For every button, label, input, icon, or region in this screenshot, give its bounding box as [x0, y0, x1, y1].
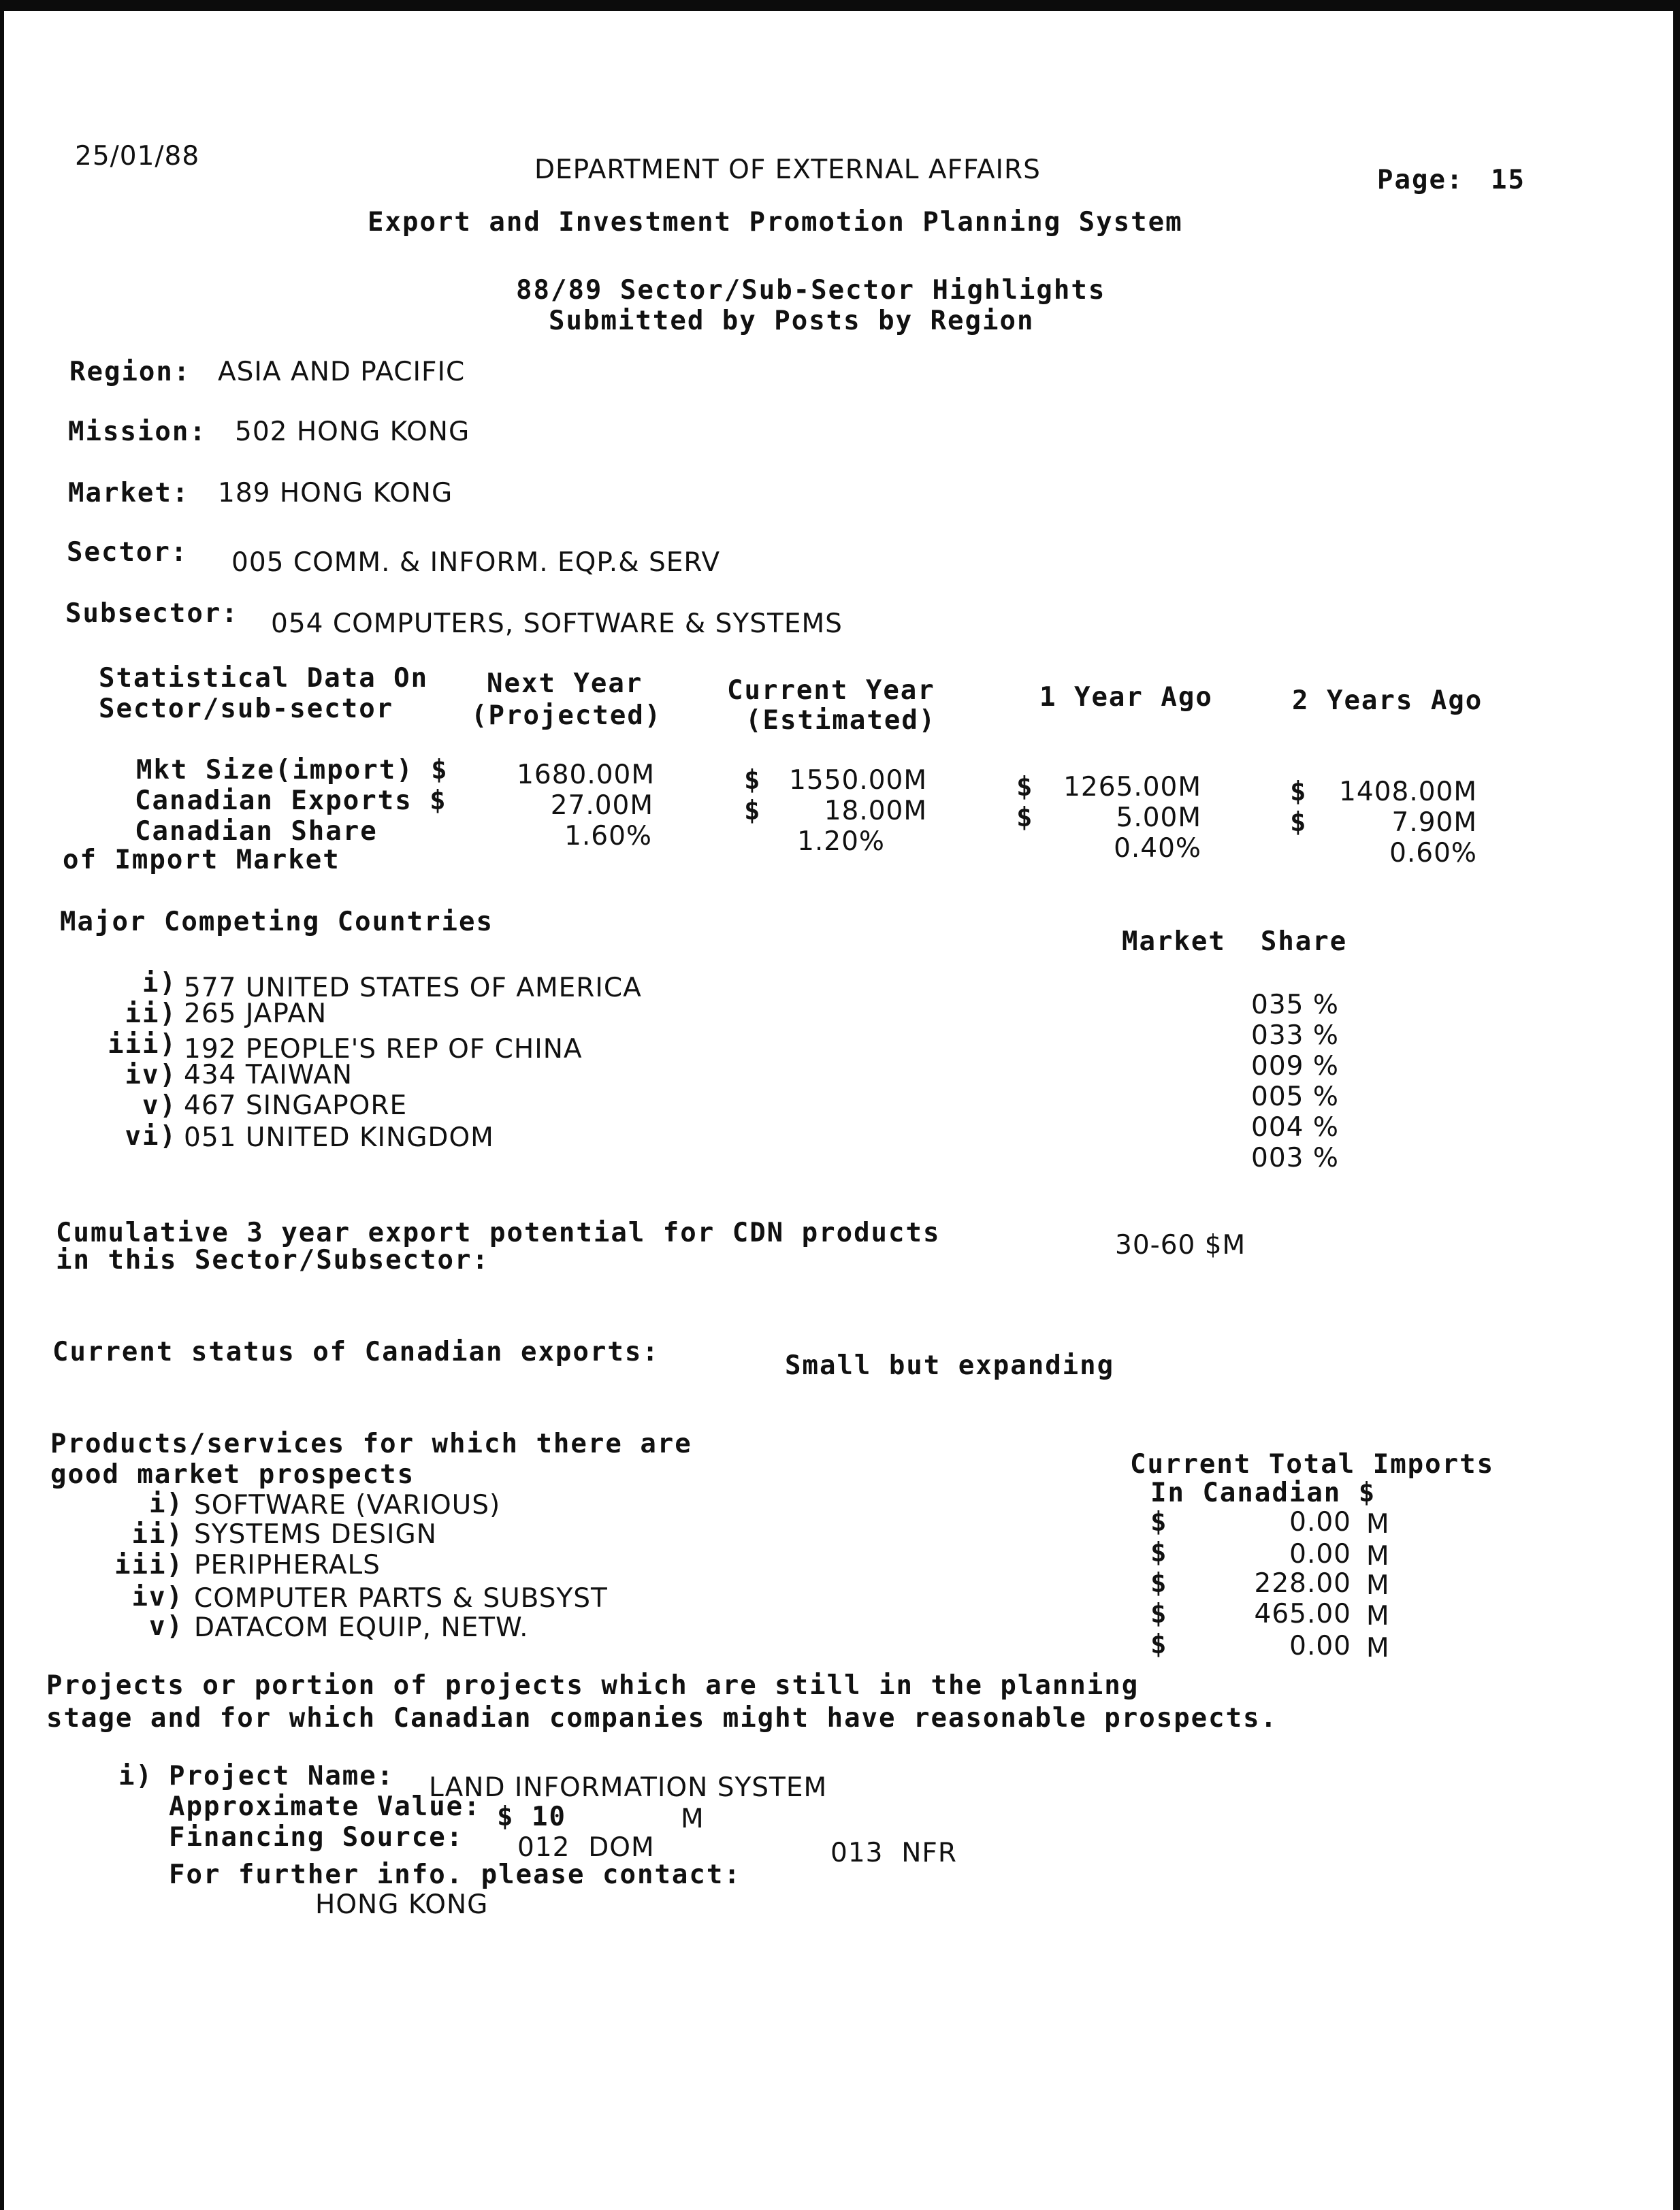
import-currency: $	[1150, 1568, 1168, 1599]
import-currency: $	[1150, 1599, 1168, 1629]
competitor-num: i)	[142, 968, 177, 998]
imports-heading-line2: In Canadian $	[1150, 1478, 1376, 1508]
projects-intro-line1: Projects or portion of projects which are still in the planning	[46, 1670, 1140, 1701]
prospect-name: SOFTWARE (VARIOUS)	[194, 1490, 501, 1521]
row-canadian-exports-label: Canadian Exports $	[135, 785, 447, 816]
competitor-num: iii)	[108, 1029, 177, 1060]
import-unit: M	[1366, 1509, 1390, 1540]
mkt-size-next: 1680.00M	[517, 760, 655, 790]
share-2ago: 0.60%	[1389, 838, 1477, 868]
exports-1ago-currency: $	[1016, 802, 1034, 833]
export-potential-value: 30-60 $M	[1115, 1230, 1246, 1261]
prospect-num: ii)	[131, 1519, 184, 1550]
import-amount: 0.00	[1289, 1539, 1351, 1570]
region-label: Region:	[69, 357, 191, 387]
export-potential-label-line2: in this Sector/Subsector:	[56, 1245, 489, 1275]
competitor-name: 192 PEOPLE'S REP OF CHINA	[184, 1034, 583, 1065]
exports-2ago-currency: $	[1290, 807, 1308, 838]
import-currency: $	[1150, 1538, 1168, 1568]
project-name-label: Project Name:	[169, 1761, 395, 1791]
share-next: 1.60%	[564, 821, 652, 851]
row-canadian-share-label: Canadian Share	[135, 816, 378, 847]
department-name: DEPARTMENT OF EXTERNAL AFFAIRS	[534, 155, 1041, 185]
mission-value: 502 HONG KONG	[235, 417, 470, 447]
exports-next: 27.00M	[550, 790, 653, 821]
system-title: Export and Investment Promotion Planning System	[368, 207, 1183, 238]
row-mkt-size-label: Mkt Size(import) $	[136, 755, 449, 785]
col-next-year: Next Year	[487, 668, 643, 699]
col-next-year-sub: (Projected)	[471, 700, 662, 731]
prospect-num: v)	[149, 1611, 184, 1642]
prospect-num: i)	[149, 1489, 184, 1519]
prospect-name: PERIPHERALS	[194, 1550, 381, 1580]
competitor-name: 265 JAPAN	[184, 998, 327, 1029]
share-current: 1.20%	[797, 826, 885, 857]
competitor-num: iv)	[125, 1060, 177, 1090]
scan-edge-top	[0, 0, 1680, 11]
market-share-value: 009 %	[1251, 1051, 1339, 1082]
stats-heading-line1: Statistical Data On	[99, 663, 429, 694]
market-label: Market:	[68, 478, 190, 508]
col-current-year-sub: (Estimated)	[745, 705, 937, 736]
project-value-amount: $ 10	[497, 1802, 566, 1832]
market-share-value: 004 %	[1251, 1112, 1339, 1143]
subsector-value: 054 COMPUTERS, SOFTWARE & SYSTEMS	[271, 608, 843, 639]
page-number: 15	[1491, 165, 1525, 195]
exports-current-currency: $	[744, 796, 762, 826]
exports-current: 18.00M	[824, 796, 927, 826]
share-1ago: 0.40%	[1114, 833, 1201, 864]
prospect-name: DATACOM EQUIP, NETW.	[194, 1612, 529, 1643]
import-unit: M	[1366, 1633, 1390, 1663]
sector-label: Sector:	[67, 537, 189, 568]
project-num: i)	[118, 1761, 153, 1791]
projects-intro-line2: stage and for which Canadian companies might have reasonable prospects.	[46, 1703, 1278, 1734]
market-share-value: 003 %	[1251, 1143, 1339, 1173]
competitor-num: v)	[142, 1090, 177, 1121]
page-label: Page:	[1377, 165, 1464, 195]
competitor-num: ii)	[125, 998, 177, 1029]
mkt-size-1ago-currency: $	[1016, 772, 1034, 802]
import-amount: 465.00	[1254, 1599, 1351, 1629]
mkt-size-2ago-currency: $	[1290, 777, 1308, 807]
imports-heading-line1: Current Total Imports	[1130, 1449, 1495, 1480]
market-value: 189 HONG KONG	[218, 478, 453, 508]
prospect-name: SYSTEMS DESIGN	[194, 1519, 437, 1550]
report-title: 88/89 Sector/Sub-Sector Highlights	[516, 275, 1106, 306]
contact-label: For further info. please contact:	[169, 1859, 741, 1890]
export-potential-label-line1: Cumulative 3 year export potential for CDN products	[56, 1218, 941, 1248]
stats-heading-line2: Sector/sub-sector	[99, 694, 394, 724]
import-currency: $	[1150, 1507, 1168, 1538]
import-amount: 0.00	[1289, 1631, 1351, 1661]
scan-edge-left	[0, 0, 4, 2210]
competitor-name: 051 UNITED KINGDOM	[184, 1122, 494, 1153]
project-value-unit: M	[681, 1804, 705, 1834]
prospects-label-line1: Products/services for which there are	[50, 1429, 692, 1459]
market-share-heading: Market Share	[1122, 926, 1348, 957]
financing-source-2: 013 NFR	[830, 1838, 957, 1868]
import-amount: 0.00	[1289, 1507, 1351, 1538]
prospect-num: iii)	[114, 1550, 184, 1580]
row-import-market-label: of Import Market	[63, 845, 340, 875]
prospect-name: COMPUTER PARTS & SUBSYST	[194, 1583, 608, 1614]
report-subtitle: Submitted by Posts by Region	[549, 306, 1035, 336]
subsector-label: Subsector:	[65, 598, 239, 629]
report-date: 25/01/88	[75, 141, 200, 172]
region-value: ASIA AND PACIFIC	[218, 357, 466, 387]
mkt-size-current-currency: $	[744, 765, 762, 796]
import-amount: 228.00	[1254, 1568, 1351, 1599]
col-1-year-ago: 1 Year Ago	[1039, 682, 1213, 713]
export-status-label: Current status of Canadian exports:	[52, 1337, 660, 1367]
mkt-size-2ago: 1408.00M	[1339, 777, 1477, 807]
competitor-name: 577 UNITED STATES OF AMERICA	[184, 973, 642, 1003]
exports-1ago: 5.00M	[1116, 802, 1201, 833]
import-unit: M	[1366, 1570, 1390, 1601]
col-2-years-ago: 2 Years Ago	[1292, 685, 1483, 716]
competitors-heading: Major Competing Countries	[60, 907, 494, 937]
competitor-name: 467 SINGAPORE	[184, 1090, 408, 1121]
competitor-name: 434 TAIWAN	[184, 1060, 353, 1090]
contact-value: HONG KONG	[315, 1889, 489, 1920]
market-share-value: 035 %	[1251, 990, 1339, 1020]
export-status-value: Small but expanding	[785, 1350, 1115, 1381]
project-name-value: LAND INFORMATION SYSTEM	[429, 1772, 828, 1803]
market-share-value: 033 %	[1251, 1020, 1339, 1051]
exports-2ago: 7.90M	[1391, 807, 1477, 838]
market-share-value: 005 %	[1251, 1082, 1339, 1112]
financing-source-label: Financing Source:	[169, 1822, 464, 1853]
project-value-label: Approximate Value:	[169, 1791, 481, 1822]
import-unit: M	[1366, 1541, 1390, 1572]
competitor-num: vi)	[125, 1121, 177, 1152]
sector-value: 005 COMM. & INFORM. EQP.& SERV	[231, 547, 721, 578]
col-current-year: Current Year	[727, 675, 935, 706]
import-unit: M	[1366, 1601, 1390, 1631]
import-currency: $	[1150, 1629, 1168, 1660]
prospect-num: iv)	[131, 1582, 184, 1612]
prospects-label-line2: good market prospects	[50, 1459, 415, 1490]
mkt-size-1ago: 1265.00M	[1063, 772, 1201, 802]
financing-source-1: 012 DOM	[517, 1832, 655, 1863]
scan-edge-right	[1673, 0, 1680, 2210]
mkt-size-current: 1550.00M	[789, 765, 927, 796]
mission-label: Mission:	[68, 417, 207, 447]
